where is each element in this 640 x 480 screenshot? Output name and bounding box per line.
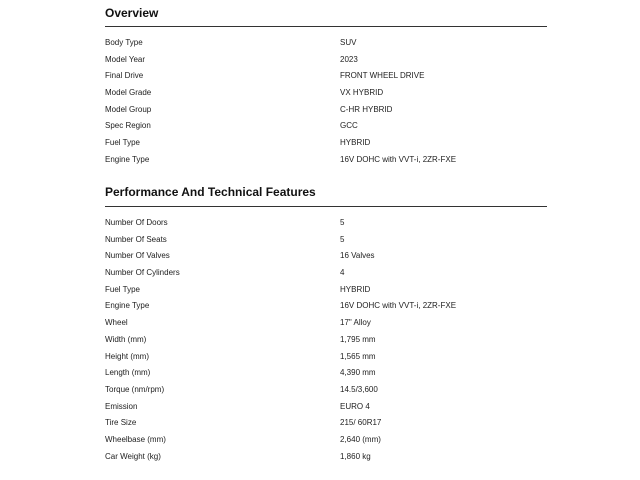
spec-label: Tire Size bbox=[105, 418, 137, 428]
spec-label: Number Of Doors bbox=[105, 218, 168, 227]
spec-row-model-year bbox=[105, 52, 547, 69]
spec-value: FRONT WHEEL DRIVE bbox=[340, 71, 425, 81]
spec-row-height bbox=[105, 349, 547, 366]
spec-value: HYBRID bbox=[340, 284, 371, 294]
spec-row-wheel bbox=[105, 315, 547, 332]
spec-row-spec-region bbox=[105, 118, 547, 135]
spec-label: Fuel Type bbox=[105, 284, 140, 294]
spec-value: 4 bbox=[340, 268, 345, 278]
spec-row-number-of-doors bbox=[105, 215, 547, 232]
spec-row-number-of-seats bbox=[105, 232, 547, 249]
spec-value: 5 bbox=[340, 234, 345, 244]
spec-row-width bbox=[105, 332, 547, 349]
spec-value: 16V DOHC with VVT-i, 2ZR-FXE bbox=[340, 154, 457, 164]
spec-row-number-of-cylinders bbox=[105, 265, 547, 282]
spec-label: Wheel bbox=[105, 318, 128, 328]
spec-value: 16V DOHC with VVT-i, 2ZR-FXE bbox=[340, 301, 457, 311]
spec-label: Car Weight (kg) bbox=[105, 451, 161, 461]
spec-label: Model Group bbox=[105, 104, 152, 114]
spec-value: EURO 4 bbox=[340, 401, 370, 411]
spec-label: Model Grade bbox=[105, 88, 152, 98]
spec-label: Model Year bbox=[105, 54, 146, 64]
spec-row-fuel-type bbox=[105, 282, 547, 299]
spec-row-body-type bbox=[105, 35, 547, 52]
spec-value: 17" Alloy bbox=[340, 318, 371, 328]
spec-row-wheelbase bbox=[105, 432, 547, 449]
spec-label: Fuel Type bbox=[105, 138, 140, 148]
spec-value: 4,390 mm bbox=[340, 368, 376, 378]
spec-row-model-group bbox=[105, 102, 547, 119]
spec-label: Number Of Cylinders bbox=[105, 268, 180, 278]
spec-value: HYBRID bbox=[340, 138, 371, 148]
spec-label: Body Type bbox=[105, 38, 143, 47]
performance-title: Performance And Technical Features bbox=[105, 185, 316, 199]
spec-row-tire-size bbox=[105, 415, 547, 432]
spec-value: 1,565 mm bbox=[340, 351, 376, 361]
spec-value: VX HYBRID bbox=[340, 88, 384, 98]
spec-value: 215/ 60R17 bbox=[340, 418, 382, 428]
spec-row-fuel-type bbox=[105, 135, 547, 152]
spec-label: Final Drive bbox=[105, 71, 144, 81]
spec-row-torque bbox=[105, 382, 547, 399]
spec-value: 2,640 (mm) bbox=[340, 434, 381, 444]
spec-value: 1,860 kg bbox=[340, 451, 371, 461]
spec-label: Spec Region bbox=[105, 121, 151, 131]
performance-spec-list bbox=[105, 215, 547, 465]
performance-divider bbox=[105, 206, 547, 207]
spec-label: Number Of Valves bbox=[105, 251, 170, 261]
spec-value: GCC bbox=[340, 121, 358, 131]
spec-label: Height (mm) bbox=[105, 351, 150, 361]
overview-divider bbox=[105, 26, 547, 27]
spec-label: Emission bbox=[105, 401, 138, 411]
spec-label: Engine Type bbox=[105, 301, 150, 311]
spec-row-engine-type bbox=[105, 298, 547, 315]
spec-row-length bbox=[105, 365, 547, 382]
spec-label: Torque (nm/rpm) bbox=[105, 384, 165, 394]
spec-value: 1,795 mm bbox=[340, 334, 376, 344]
overview-spec-list bbox=[105, 35, 547, 169]
spec-value: 5 bbox=[340, 218, 345, 227]
spec-row-final-drive bbox=[105, 68, 547, 85]
spec-row-emission bbox=[105, 399, 547, 416]
spec-value: 14.5/3,600 bbox=[340, 384, 378, 394]
spec-row-engine-type bbox=[105, 152, 547, 169]
spec-row-car-weight bbox=[105, 449, 547, 466]
spec-label: Engine Type bbox=[105, 154, 150, 164]
spec-label: Length (mm) bbox=[105, 368, 151, 378]
overview-title: Overview bbox=[105, 6, 159, 20]
spec-label: Width (mm) bbox=[105, 334, 147, 344]
spec-value: 2023 bbox=[340, 54, 358, 64]
spec-label: Wheelbase (mm) bbox=[105, 434, 166, 444]
spec-row-number-of-valves bbox=[105, 248, 547, 265]
spec-value: 16 Valves bbox=[340, 251, 375, 261]
spec-label: Number Of Seats bbox=[105, 234, 167, 244]
spec-value: C-HR HYBRID bbox=[340, 104, 393, 114]
spec-row-model-grade bbox=[105, 85, 547, 102]
spec-value: SUV bbox=[340, 38, 357, 47]
